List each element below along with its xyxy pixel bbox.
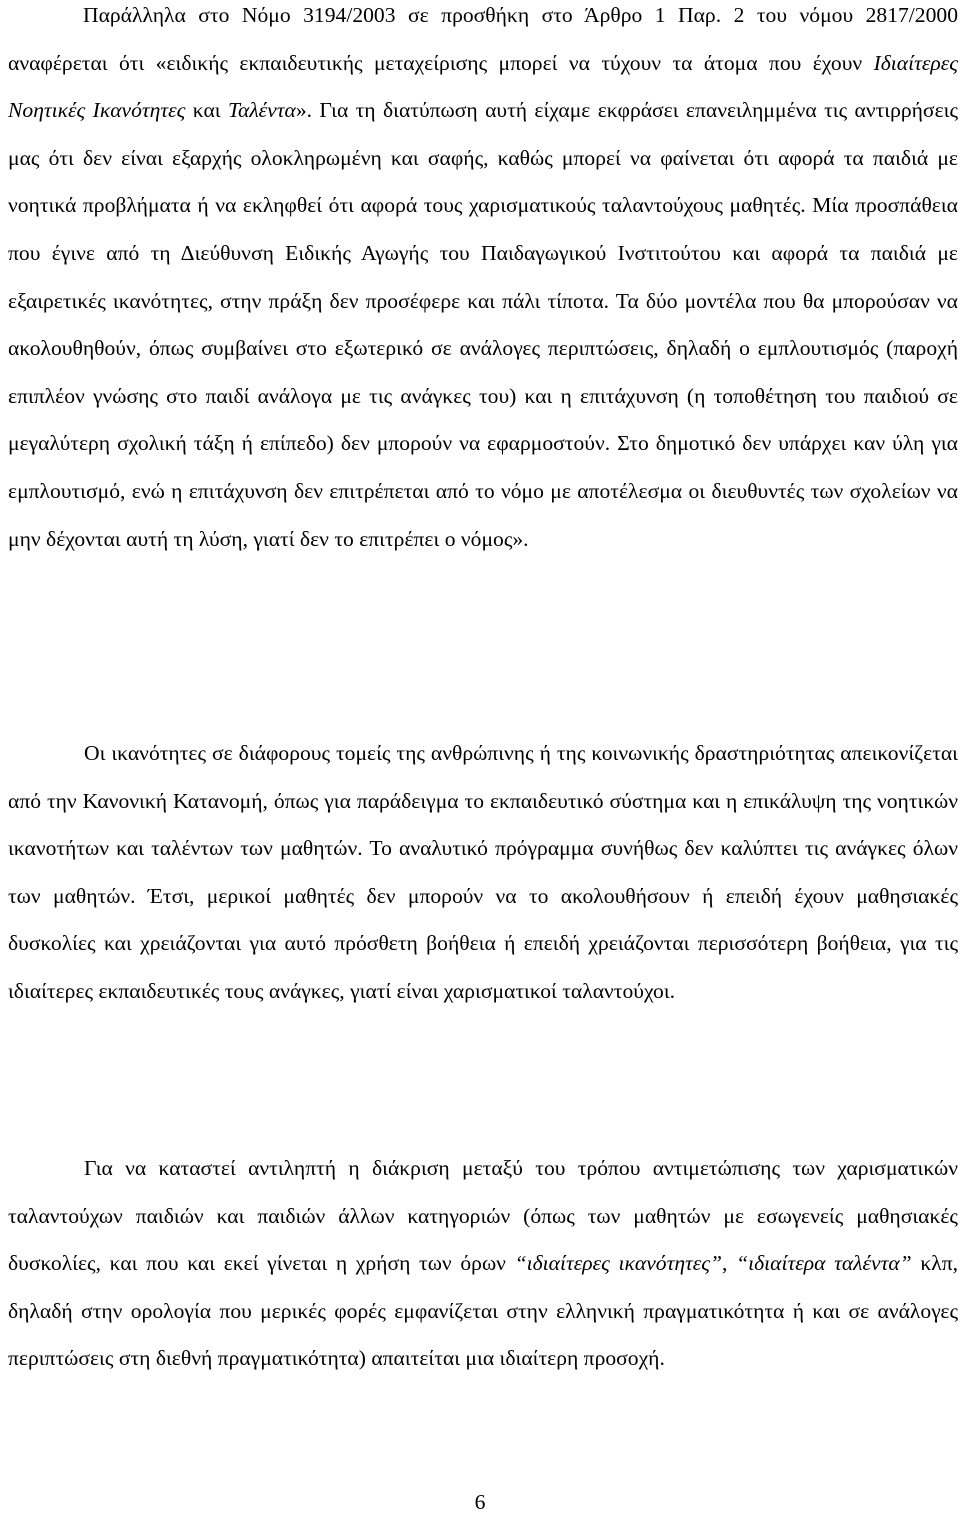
italic-text-span: Ιδιαίτερες Νοητικές Ικανότητες <box>8 50 958 123</box>
paragraph-abilities-distribution <box>8 730 958 1016</box>
text-span: Παράλληλα στο Νόμο 3194/2003 σε προσθήκη στο Άρθρο 1 Παρ. 2 του νόμου 2817/2000 αναφέρεται ότι «ειδικής εκπαιδευτικής μεταχείρισης μπορεί να τύχουν τα άτομα που έχουν <box>8 3 958 75</box>
paragraph-law-reference <box>8 0 958 563</box>
italic-text-span: “ιδιαίτερα ταλέντα” <box>736 1251 912 1276</box>
text-span: Για να καταστεί αντιληπτή η διάκριση μεταξύ του τρόπου αντιμετώπισης των χαρισματικών ταλαντούχων παιδιών και παιδιών άλλων κατηγοριών (όπως των μαθητών με εσωγενείς μαθησιακές δυσκολίες, και που και εκεί γίνεται η χρήση των όρων <box>8 1156 958 1276</box>
italic-text-span: “ιδιαίτερες ικανότητες” <box>514 1251 723 1276</box>
paragraph-terminology <box>8 1145 958 1383</box>
text-span: Οι ικανότητες σε διάφορους τομείς της ανθρώπινης ή της κοινωνικής δραστηριότητας απεικονίζεται από την Κανονική Κατανομή, όπως για παράδειγμα το εκπαιδευτικό σύστημα και η επικάλυψη της νοητικών ικανοτήτων και ταλέντων των μαθητών. Το αναλυτικό πρόγραμμα συνήθως δεν καλύπτει τις ανάγκες όλων των μαθητών. Έτσι, μερικοί μαθητές δεν μπορούν να το ακολουθήσουν ή επειδή έχουν μαθησιακές δυσκολίες και χρειάζονται για αυτό πρόσθετη βοήθεια ή επειδή χρειάζονται περισσότερη βοήθεια, για τις ιδιαίτερες εκπαιδευτικές τους ανάγκες, γιατί είναι χαρισματικοί ταλαντούχοι. <box>8 741 958 1003</box>
text-span: και <box>185 98 228 123</box>
text-span: , <box>722 1251 737 1276</box>
text-span: ». Για τη διατύπωση αυτή είχαμε εκφράσει επανειλημμένα τις αντιρρήσεις μας ότι δεν είναι εξαρχής ολοκληρωμένη και σαφής, καθώς μπορεί να φαίνεται ότι αφορά τα παιδιά με νοητικά προβλήματα ή να εκληφθεί ότι αφορά τους χαρισματικούς ταλαντούχους μαθητές. Μία προσπάθεια που έγινε από τη Διεύθυνση Ειδικής Αγωγής του Παιδαγωγικού Ινστιτούτου και αφορά τα παιδιά με εξαιρετικές ικανότητες, στην πράξη δεν προσέφερε και πάλι τίποτα. Τα δύο μοντέλα που θα μπορούσαν να ακολουθηθούν, όπως συμβαίνει στο εξωτερικό σε ανάλογες περιπτώσεις, δηλαδή ο εμπλουτισμός (παροχή επιπλέον γνώσης στο παιδί ανάλογα με τις ανάγκες του) και η επιτάχυνση (η τοποθέτηση του παιδιού σε μεγαλύτερη σχολική τάξη ή επίπεδο) δεν μπορούν να εφαρμοστούν. Στο δημοτικό δεν υπάρχει καν ύλη για εμπλουτισμό, ενώ η επιτάχυνση δεν επιτρέπεται από το νόμο με αποτέλεσμα οι διευθυντές των σχολείων να μην δέχονται αυτή τη λύση, γιατί δεν το επιτρέπει ο νόμος». <box>8 98 958 551</box>
page-number: 6 <box>474 1490 486 1514</box>
text-span: κλπ, δηλαδή στην ορολογία που μερικές φορές εμφανίζεται στην ελληνική πραγματικότητα ή και σε ανάλογες περιπτώσεις στη διεθνή πραγματικότητα) απαιτείται μια ιδιαίτερη προσοχή. <box>8 1251 959 1371</box>
italic-text-span: Ταλέντα <box>227 98 296 123</box>
